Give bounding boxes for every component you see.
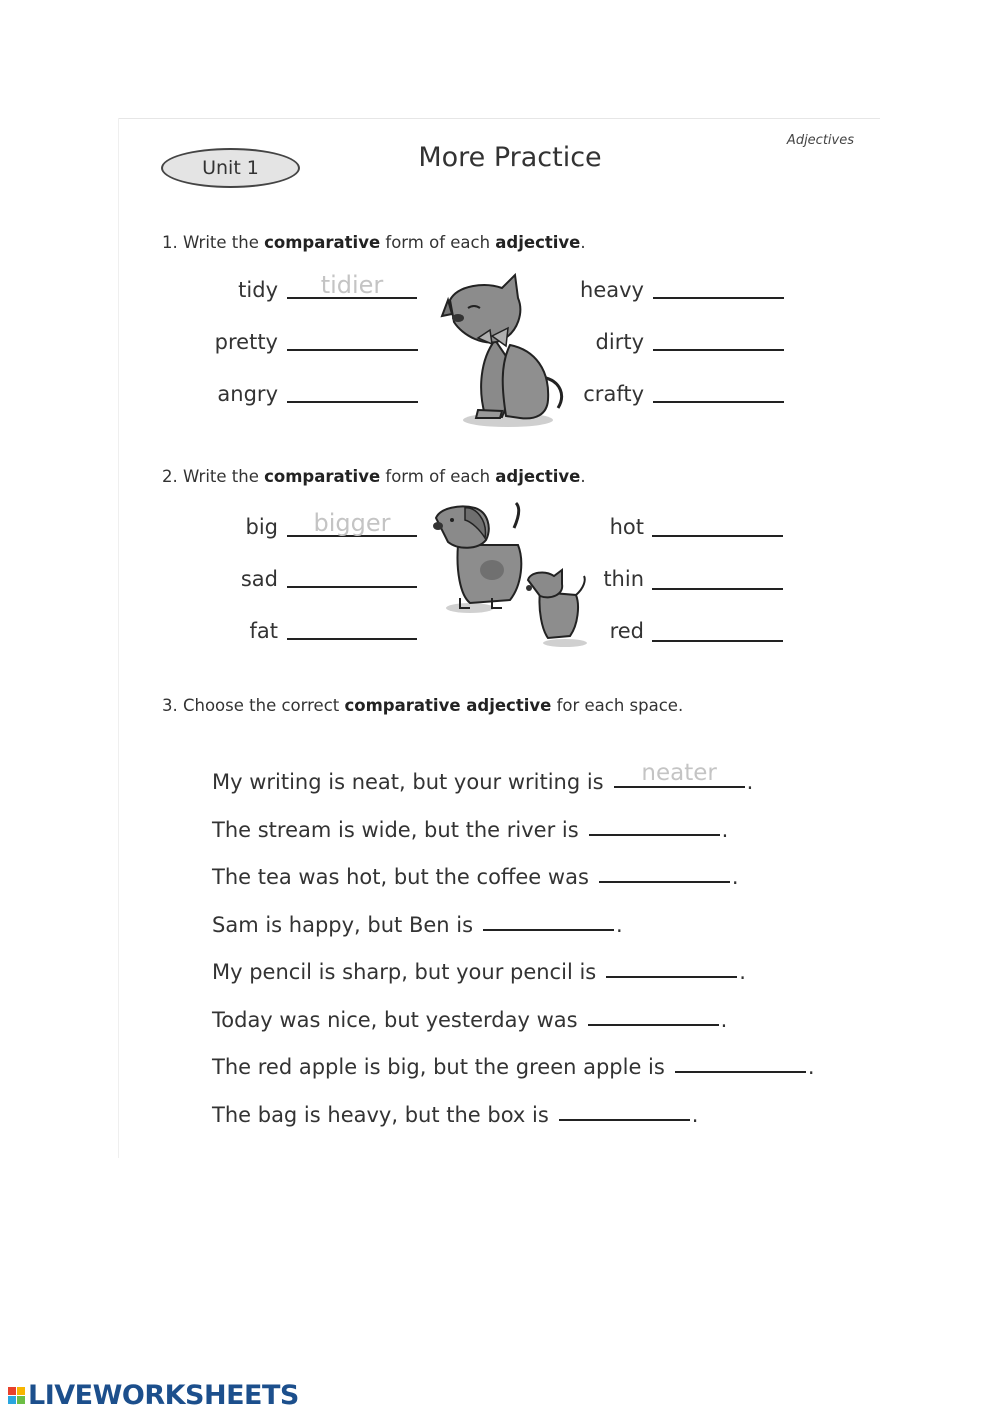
word-pretty: pretty	[214, 330, 278, 354]
answer-line-sentence-7[interactable]	[675, 1071, 806, 1073]
answer-tidy[interactable]: tidier	[320, 271, 384, 299]
sentence-4: Sam is happy, but Ben is .	[212, 913, 623, 937]
answer-line-hot[interactable]	[652, 535, 783, 537]
answer-line-angry[interactable]	[287, 401, 418, 403]
answer-line-sentence-2[interactable]	[589, 834, 720, 836]
answer-line-heavy[interactable]	[653, 297, 784, 299]
sentence-5: My pencil is sharp, but your pencil is .	[212, 960, 746, 984]
page-left-rule	[118, 118, 119, 1158]
answer-line-pretty[interactable]	[287, 349, 418, 351]
word-crafty: crafty	[583, 382, 644, 406]
answer-line-sentence-4[interactable]	[483, 929, 614, 931]
page-title: More Practice	[418, 142, 602, 173]
word-red: red	[609, 619, 644, 643]
answer-line-thin[interactable]	[652, 588, 783, 590]
answer-line-fat[interactable]	[287, 638, 417, 640]
word-fat: fat	[249, 619, 278, 643]
section3-instruction: 3. Choose the correct comparative adjective for each space.	[162, 696, 684, 715]
word-hot: hot	[609, 515, 644, 539]
answer-line-sentence-8[interactable]	[559, 1119, 690, 1121]
unit-badge	[161, 148, 300, 188]
sentence-6: Today was nice, but yesterday was .	[212, 1008, 728, 1032]
sitting-dog-illustration	[440, 270, 570, 430]
word-tidy: tidy	[238, 278, 278, 302]
word-heavy: heavy	[580, 278, 644, 302]
sentence-1: My writing is neat, but your writing is neater .	[212, 760, 754, 794]
word-dirty: dirty	[595, 330, 644, 354]
word-big: big	[245, 515, 278, 539]
brand-logo-icon	[8, 1387, 25, 1404]
sentence-8: The bag is heavy, but the box is .	[212, 1103, 699, 1127]
section2-instruction: 2. Write the comparative form of each adjective.	[162, 467, 586, 486]
sentence-2: The stream is wide, but the river is .	[212, 818, 729, 842]
sentence-7: The red apple is big, but the green apple is .	[212, 1055, 815, 1079]
answer-line-sad[interactable]	[287, 586, 417, 588]
answer-line-sentence-6[interactable]	[588, 1024, 719, 1026]
liveworksheets-logo	[8, 1380, 299, 1411]
answer-sentence-1[interactable]: neater	[641, 760, 717, 786]
answer-line-sentence-5[interactable]	[606, 976, 737, 978]
answer-line-sentence-3[interactable]	[599, 881, 730, 883]
brand-text: LIVEWORKSHEETS	[28, 1380, 299, 1411]
sentence-3: The tea was hot, but the coffee was .	[212, 865, 739, 889]
word-sad: sad	[240, 567, 278, 591]
two-dogs-illustration	[430, 500, 600, 650]
section1-instruction: 1. Write the comparative form of each adjective.	[162, 233, 586, 252]
word-thin: thin	[603, 567, 644, 591]
page-top-rule	[118, 118, 880, 119]
answer-line-sentence-1	[614, 760, 745, 788]
answer-line-red[interactable]	[652, 640, 783, 642]
answer-big[interactable]: bigger	[313, 509, 391, 537]
word-angry: angry	[217, 382, 278, 406]
answer-line-dirty[interactable]	[653, 349, 784, 351]
unit-label: Unit 1	[202, 157, 259, 179]
topic-label: Adjectives	[786, 133, 854, 148]
answer-line-crafty[interactable]	[653, 401, 784, 403]
